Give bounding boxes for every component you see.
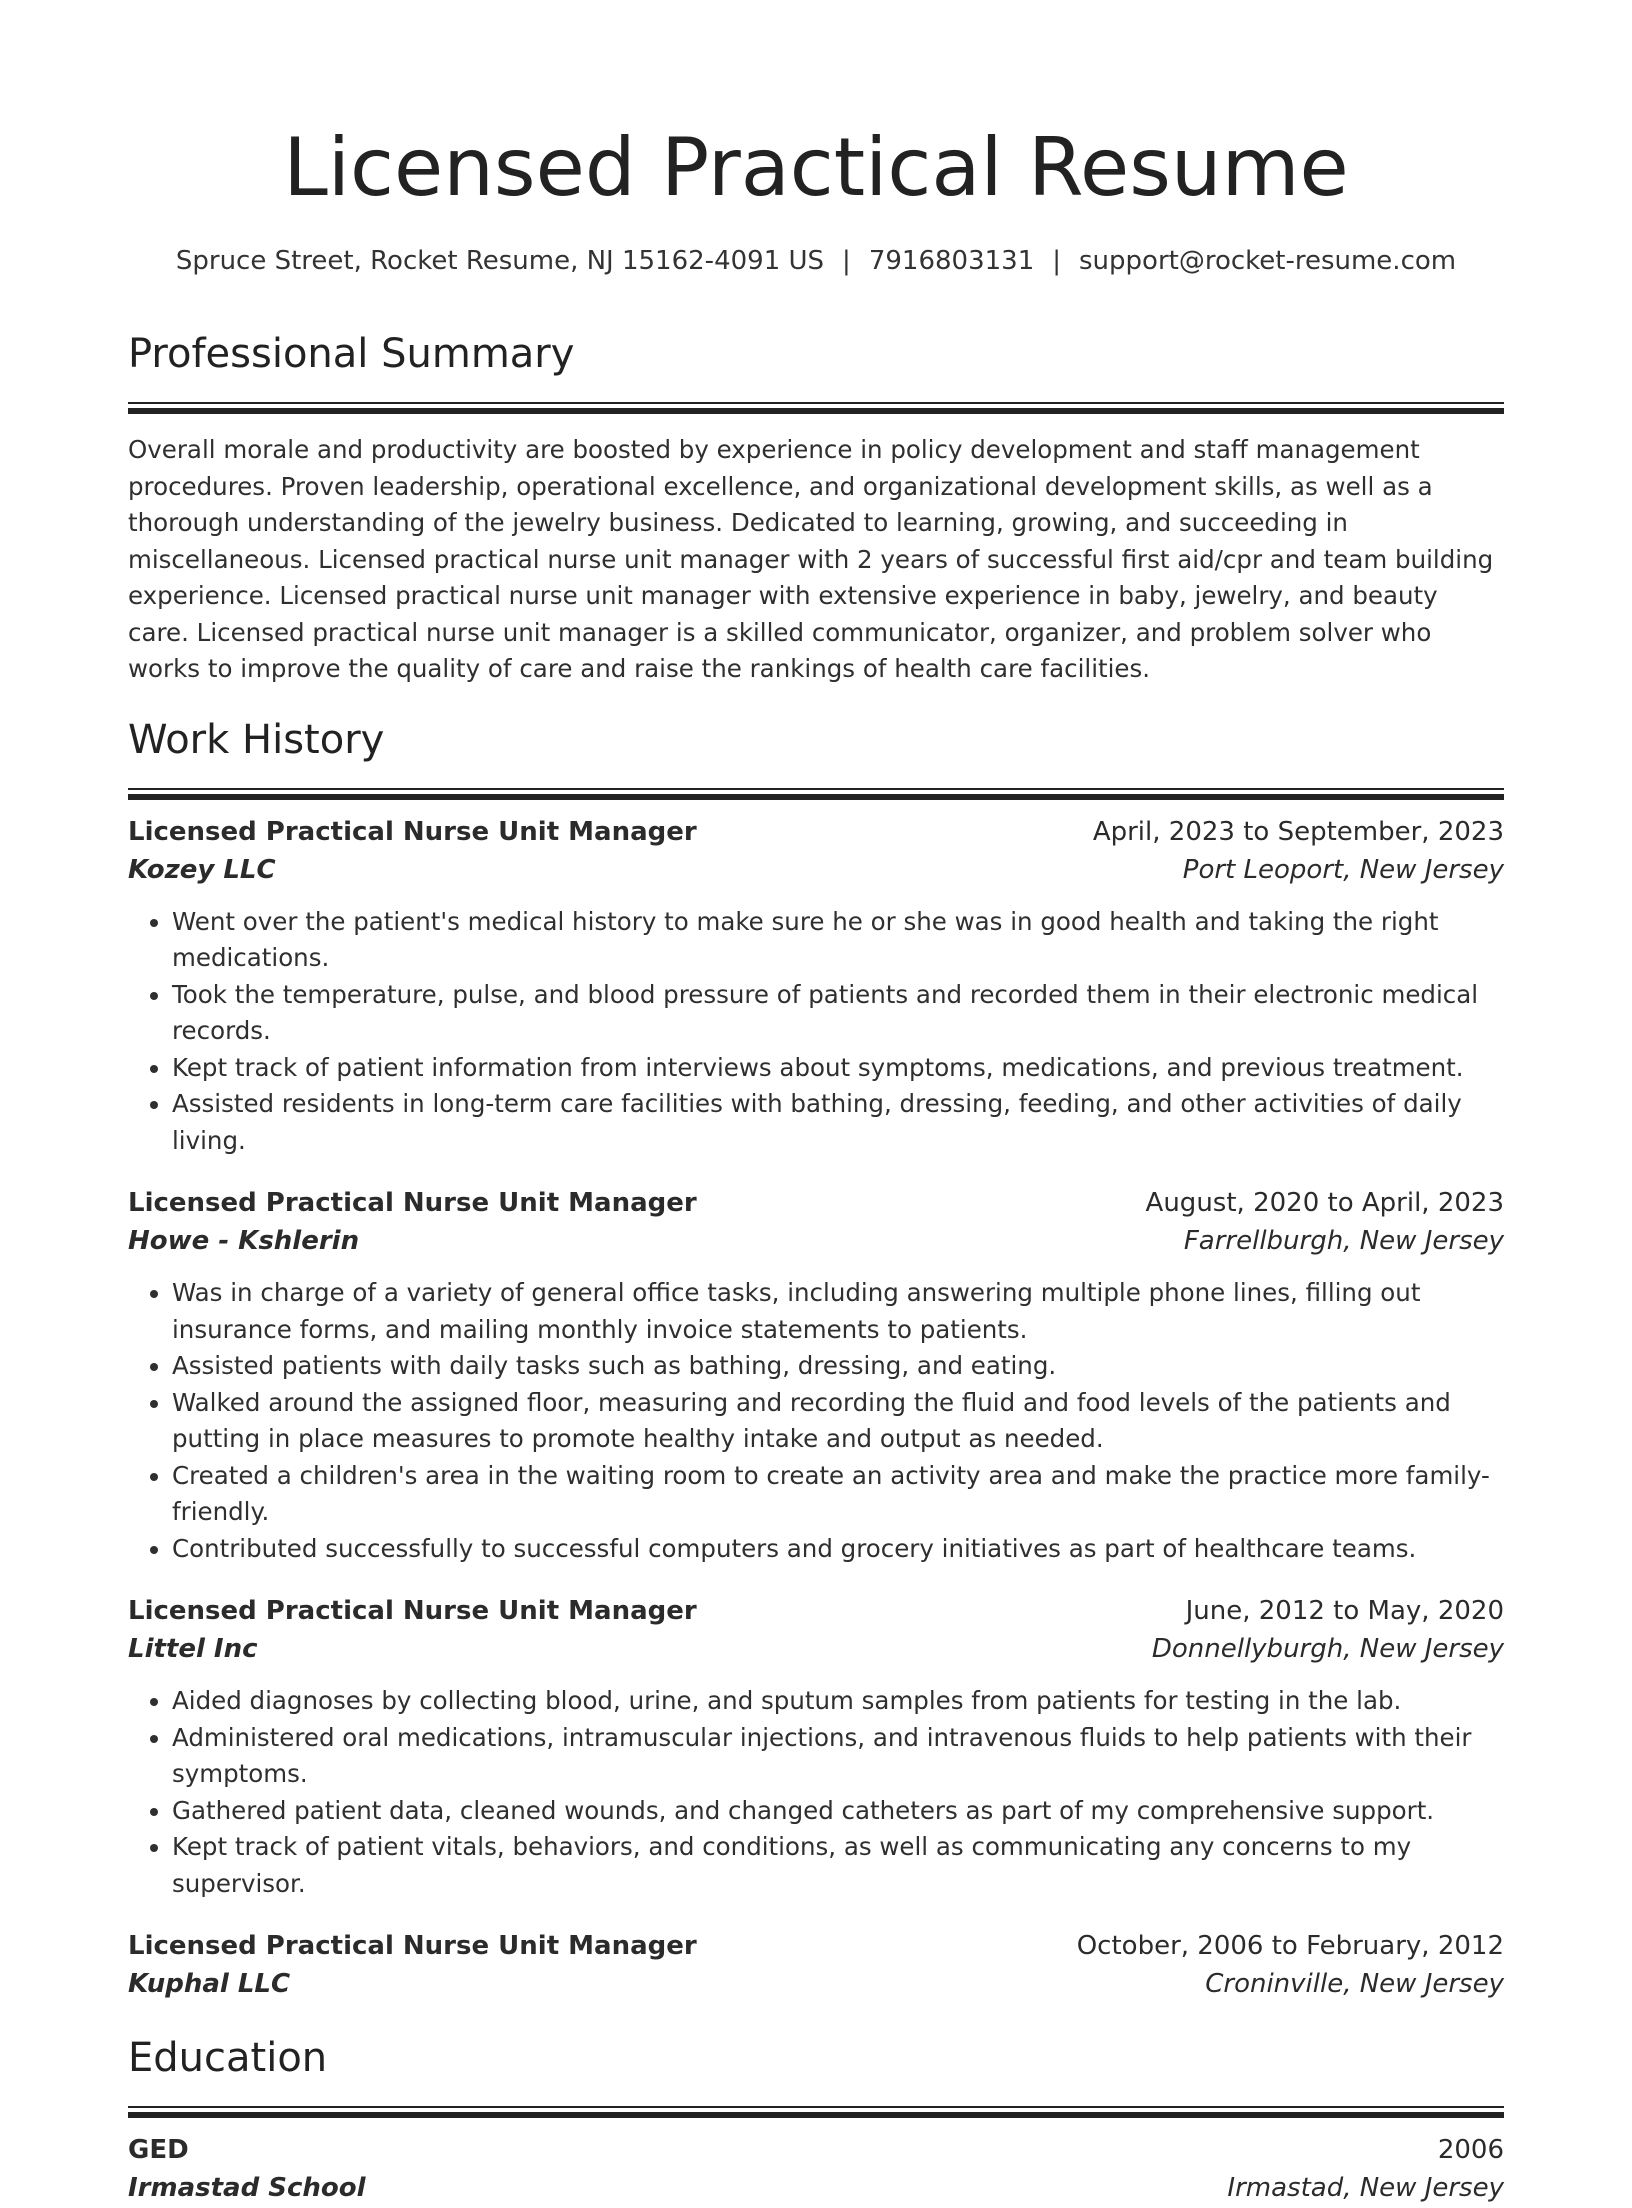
job-location: Donnellyburgh, New Jersey [1151, 1634, 1504, 1664]
list-item: • Walked around the assigned floor, measuring and recording the fluid and food levels of the patients and putting in place measures to promote healthy intake and output as needed. [172, 1385, 1504, 1458]
list-item: • Kept track of patient information from interviews about symptoms, medications, and previous treatment. [172, 1050, 1504, 1087]
education-year: 2006 [1437, 2135, 1504, 2165]
list-item: • Kept track of patient vitals, behaviors, and conditions, as well as communicating any concerns to my supervisor. [172, 1829, 1504, 1902]
list-item: • Aided diagnoses by collecting blood, urine, and sputum samples from patients for testing in the lab. [172, 1683, 1504, 1720]
list-item: • Went over the patient's medical history to make sure he or she was in good health and taking the right medications. [172, 904, 1504, 977]
job-header [128, 1593, 1504, 1629]
job-dates: June, 2012 to May, 2020 [1185, 1596, 1504, 1626]
education-entry [128, 2132, 1504, 2208]
section-education [128, 2034, 1504, 2208]
job-location: Port Leoport, New Jersey [1182, 854, 1504, 885]
job-entry [128, 814, 1504, 1160]
job-subheader [128, 1964, 1504, 2004]
job-header [128, 1185, 1504, 1221]
section-divider [128, 2106, 1504, 2118]
list-item: • Assisted patients with daily tasks such as bathing, dressing, and eating. [172, 1348, 1504, 1385]
list-item: • Gathered patient data, cleaned wounds, and changed catheters as part of my comprehensive support. [172, 1793, 1504, 1830]
job-entry [128, 1185, 1504, 1567]
section-divider [128, 788, 1504, 800]
resume-name: Licensed Practical Resume [283, 121, 1349, 214]
section-title: Education [128, 2035, 328, 2081]
list-item: • Contributed successfully to successful computers and grocery initiatives as part of healthcare teams. [172, 1531, 1504, 1568]
section-title: Work History [128, 716, 385, 763]
job-subheader [128, 1629, 1504, 1669]
job-company: Kozey LLC [128, 854, 276, 885]
list-item: • Assisted residents in long-term care facilities with bathing, dressing, feeding, and other activities of daily living. [172, 1086, 1504, 1159]
education-degree: GED [128, 2135, 189, 2165]
education-school: Irmastad School [128, 2173, 366, 2203]
job-dates: August, 2020 to April, 2023 [1145, 1188, 1504, 1218]
job-location: Croninville, New Jersey [1205, 1969, 1504, 1999]
contact-line [128, 244, 1504, 278]
job-bullets [128, 1683, 1504, 1902]
job-title: Licensed Practical Nurse Unit Manager [128, 1596, 697, 1626]
list-item: • Was in charge of a variety of general office tasks, including answering multiple phone lines, filling out insurance forms, and mailing monthly invoice statements to patients. [172, 1275, 1504, 1348]
list-item: • Administered oral medications, intramuscular injections, and intravenous fluids to help patients with their symptoms. [172, 1720, 1504, 1793]
job-header [128, 1928, 1504, 1964]
job-title: Licensed Practical Nurse Unit Manager [128, 816, 697, 847]
contact-separator: | [1052, 246, 1061, 276]
job-company: Howe - Kshlerin [128, 1226, 360, 1256]
job-title: Licensed Practical Nurse Unit Manager [128, 1931, 697, 1961]
job-dates: April, 2023 to September, 2023 [1092, 816, 1504, 847]
job-entry [128, 1593, 1504, 1902]
job-bullets [128, 904, 1504, 1160]
section-divider [128, 402, 1504, 414]
contact-address: Spruce Street, Rocket Resume, NJ 15162-4091 US [175, 246, 825, 276]
job-subheader [128, 1221, 1504, 1261]
job-entry [128, 1928, 1504, 2004]
education-header [128, 2132, 1504, 2168]
job-dates: October, 2006 to February, 2012 [1076, 1931, 1504, 1961]
job-company: Littel Inc [128, 1634, 258, 1664]
job-location: Farrellburgh, New Jersey [1183, 1226, 1504, 1256]
list-item: • Created a children's area in the waiting room to create an activity area and make the practice more family-friendly. [172, 1458, 1504, 1531]
contact-separator: | [842, 246, 851, 276]
job-header [128, 814, 1504, 850]
list-item: • Took the temperature, pulse, and blood pressure of patients and recorded them in their electronic medical records. [172, 977, 1504, 1050]
job-title: Licensed Practical Nurse Unit Manager [128, 1188, 697, 1218]
education-subheader [128, 2168, 1504, 2208]
education-location: Irmastad, New Jersey [1227, 2173, 1504, 2203]
summary-text: Overall morale and productivity are boosted by experience in policy development and staff management procedures. Proven leadership, operational excellence, and organizational development skills, as well as a thorough understanding of the jewelry business. Dedicated to learning, growing, and succeeding in miscellaneous. Licensed practical nurse unit manager with 2 years of successful first aid/cpr and team building experience. Licensed practical nurse unit manager with extensive experience in baby, jewelry, and beauty care. Licensed practical nurse unit manager is a skilled communicator, organizer, and problem solver who works to improve the quality of care and raise the rankings of health care facilities. [128, 435, 1494, 683]
contact-phone: 7916803131 [868, 246, 1035, 276]
section-title: Professional Summary [128, 331, 575, 377]
job-bullets [128, 1275, 1504, 1567]
job-company: Kuphal LLC [128, 1969, 291, 1999]
contact-email: support@rocket-resume.com [1079, 246, 1457, 276]
section-professional-summary [128, 330, 1504, 688]
job-subheader [128, 850, 1504, 890]
section-work-history [128, 716, 1504, 2005]
